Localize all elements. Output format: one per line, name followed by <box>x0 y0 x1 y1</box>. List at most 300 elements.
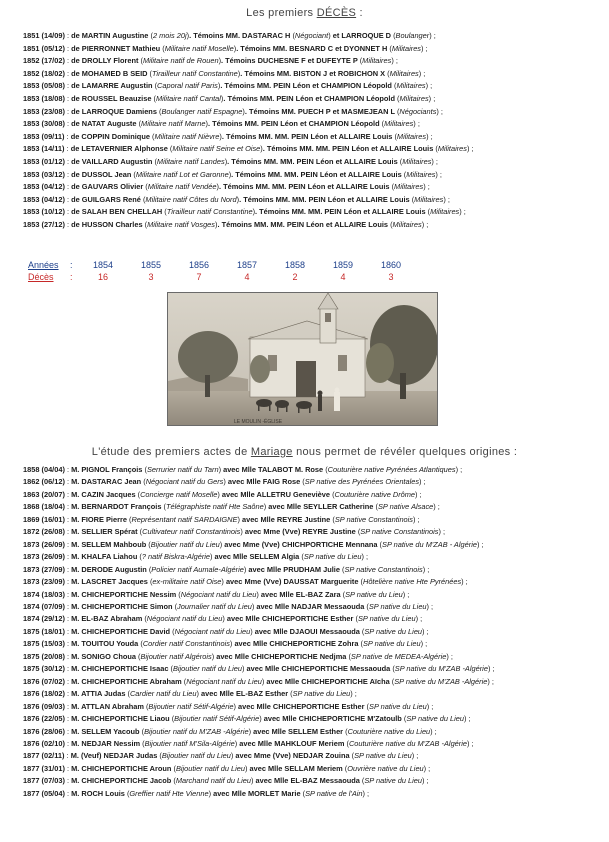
deces-name: de PIERRONNET Mathieu <box>71 43 161 53</box>
deces-heading-prefix: Les premiers <box>246 7 317 19</box>
mariage-bride: Mlle EL-BAZ Zara <box>279 589 341 599</box>
stats-count: 3 <box>388 272 394 282</box>
deces-end: ; <box>423 43 428 53</box>
mariage-bride: Mlle FAIG Rose <box>246 477 301 487</box>
mariage-groom-note: Représentant natif SARDAIGNE <box>131 514 238 524</box>
mariage-bride: Mlle CHICHEPORTICHE Esther <box>245 614 354 624</box>
mariage-entry: 1872 (26/08) : M. SELLIER Spérat (Cultivateur natif Constantinois) avec Mme (Vve) REYRE Justine (SP native Constantinois) ; <box>23 527 446 537</box>
mariage-bride-note: SP native de MEDEA-Algérie <box>350 651 447 661</box>
deces-witnesses: . Témoins MM. PEIN Léon et CHAMPION Léopold <box>220 81 394 91</box>
mariage-date: 1876 (28/06) <box>23 726 65 736</box>
mariage-entry: 1875 (20/08) : M. SONIGO Choua (Bijoutier natif Algérois) avec Mlle CHICHEPORTICHE Nedjma (SP native de MEDEA-Algérie) ; <box>23 651 453 661</box>
deces-witnesses: . Témoins MM. BISTON J et ROBICHON X <box>240 68 388 78</box>
mariage-bride: Mlle SELLEM Algia <box>233 552 300 562</box>
mariage-bride: Mlle TALABOT M. Rose <box>241 465 324 474</box>
deces-entry: 1853 (10/12) : de SALAH BEN CHELLAH (Tirailleur natif Constantine). Témoins MM. MM. PEIN Léon et ALLAIRE Louis (Militaires) ; <box>23 207 466 217</box>
mariage-bride-note: SP native du Lieu <box>354 751 412 761</box>
mariage-groom: M. SELLEM Yacoub <box>71 726 140 736</box>
deces-witnesses: . Témoins MM. PEIN Léon et CHAMPION Léopold <box>223 93 398 103</box>
mariage-bride-note: Ouvrière native du Lieu <box>347 763 424 773</box>
stats-annees-sep: : <box>70 260 73 270</box>
mariage-heading-keyword: Mariage <box>250 446 293 458</box>
deces-witness-note: Militaires <box>414 194 444 204</box>
mariage-entry: 1873 (26/09) : M. KHALFA Liahou (? natif Biskra-Algérie) avec Mlle SELLEM Algia (SP native du Lieu) ; <box>23 552 369 562</box>
deces-note: Militaire natif Moselle <box>164 43 234 53</box>
stats-count: 4 <box>244 272 250 282</box>
mariage-entry: 1876 (18/02) : M. ATTIA Judas (Cardier natif du Lieu) avec Mlle EL-BAZ Esther (SP native du Lieu) ; <box>23 689 357 699</box>
mariage-groom: M. SONIGO Choua <box>71 651 136 661</box>
deces-end: ; <box>424 219 429 229</box>
stats-year: 1857 <box>236 260 258 270</box>
deces-end: ; <box>431 93 436 103</box>
mariage-entry: 1876 (02/10) : M. NEDJAR Nessim (Bijoutier natif M'Sila-Algérie) avec Mlle MAHKLOUF Meriem (Couturière native du M'ZAB -Algérie) ; <box>23 738 474 748</box>
mariage-avec: avec <box>239 738 258 748</box>
stats-count: 7 <box>196 272 202 282</box>
mariage-avec: avec <box>226 614 246 624</box>
mariage-groom: M. CHICHEPORTICHE Liaou <box>71 714 170 724</box>
mariage-bride-note: SP native du Lieu <box>345 589 403 599</box>
mariage-groom: M. SELLIER Spérat <box>71 527 138 537</box>
deces-heading-suffix: : <box>356 7 363 19</box>
deces-note: Militaire natif Vendée <box>147 182 217 192</box>
deces-entry: 1853 (30/08) : de NATAT Auguste (Militaire natif Marne). Témoins MM. PEIN Léon et CHAMPION Léopold (Militaires) ; <box>23 119 420 129</box>
deces-entry: 1853 (14/11) : de LETAVERNIER Alphonse (Militaire natif Seine et Oise). Témoins MM. MM. PEIN Léon et ALLAIRE Louis (Militaires) ; <box>23 144 474 154</box>
mariage-date: 1876 (09/03) <box>23 701 65 711</box>
mariage-date: 1875 (20/08) <box>23 651 65 661</box>
mariage-avec: avec <box>237 701 257 711</box>
mariage-date: 1876 (22/05) <box>23 714 65 724</box>
mariage-bride: Mme (Vve) CHICHPORTICHE Mennana <box>242 539 378 549</box>
deces-witness-note: Militaires <box>392 219 422 229</box>
mariage-entry: 1874 (29/12) : M. EL-BAZ Abraham (Négociant natif du Lieu) avec Mlle CHICHEPORTICHE Esther (SP native du Lieu) ; <box>23 614 423 624</box>
mariage-bride-note: SP native Constantinois <box>360 527 439 537</box>
mariage-groom-note: Bijoutier natif du Lieu <box>175 763 245 773</box>
mariage-avec: avec <box>266 676 285 686</box>
deces-date: 1853 (01/12) <box>23 156 65 166</box>
mariage-entry: 1869 (16/01) : M. FIORE Pierre (Représentant natif SARDAIGNE) avec Mlle REYRE Justine (SP native Constantinois) ; <box>23 514 420 524</box>
deces-date: 1853 (18/08) <box>23 93 65 103</box>
stats-deces-label: Décès <box>28 272 54 282</box>
mariage-bride: Mlle NADJAR Messaouda <box>274 601 365 611</box>
mariage-bride-note: SP native Alsace <box>377 502 434 512</box>
mariage-bride-note: SP native du Lieu <box>303 552 362 562</box>
deces-date: 1853 (05/08) <box>23 81 65 91</box>
mariage-bride-note: SP native Constantinois <box>344 564 423 574</box>
mariage-entry: 1875 (30/12) : M. CHICHEPORTICHE Isaac (Bijoutier natif du Lieu) avec Mlle CHICHEPORTICHE Messaouda (SP native du M'ZAB -Algérie) ; <box>23 664 495 674</box>
deces-end: ; <box>469 144 474 154</box>
mariage-groom-note: Serrurier natif du Tarn <box>146 465 219 474</box>
mariage-bride: Mme (Vve) REYRE Justine <box>263 527 356 537</box>
stats-deces-row <box>28 271 394 283</box>
mariage-groom-note: Bijoutier natif du M'ZAB -Algérie <box>144 726 249 736</box>
mariage-bride: Mlle CHICHEPORTICHE Nedjma <box>234 651 347 661</box>
mariage-groom-note: Bijoutier natif Sétif-Algérie <box>148 701 234 711</box>
deces-witness-note: Militaires <box>396 81 426 91</box>
mariage-entry: 1862 (06/12) : M. DASTARAC Jean (Négociant natif du Gers) avec Mlle FAIG Rose (SP native des Pyrénées Orientales) ; <box>23 477 426 487</box>
deces-note: Caporal natif Paris <box>157 81 218 91</box>
mariage-avec: avec <box>221 489 241 499</box>
deces-date: 1853 (23/08) <box>23 106 65 116</box>
mariage-entry: 1873 (23/09) : M. LASCRET Jacques (ex-militaire natif Oise) avec Mme (Vve) DAUSSAT Marguerite (Hôtelière native Hte Pyrénées) ; <box>23 577 468 587</box>
mariage-groom: M. FIORE Pierre <box>71 514 127 524</box>
mariage-groom: M. SELLEM Mahboub <box>71 539 147 549</box>
deces-end: ; <box>393 56 398 66</box>
mariage-date: 1876 (02/10) <box>23 738 65 748</box>
mariage-date: 1858 (04/04) <box>23 465 65 474</box>
mariage-avec: avec <box>241 514 261 524</box>
mariage-avec: avec <box>225 577 245 587</box>
mariage-avec: avec <box>260 589 280 599</box>
mariage-groom: M. LASCRET Jacques <box>71 577 148 587</box>
mariage-entry: 1858 (04/04) : M. PIGNOL François (Serrurier natif du Tarn) avec Mlle TALABOT M. Rose (Couturière native Pyrénées Atlantiques) ; <box>23 465 463 474</box>
mariage-bride-note: SP native du Lieu <box>364 626 423 636</box>
deces-end: ; <box>461 207 466 217</box>
mariage-groom: M. ATTIA Judas <box>71 689 126 699</box>
deces-name: de GAUVARS Olivier <box>71 182 144 192</box>
deces-end: ; <box>415 119 420 129</box>
mariage-groom-note: Journalier natif du Lieu <box>177 601 252 611</box>
mariage-bride: Mlle SEYLLER Catherine <box>286 502 374 512</box>
stats-count: 4 <box>340 272 346 282</box>
church-photo-image <box>168 293 438 426</box>
mariage-bride-note: Couturière native Pyrénées Atlantiques <box>327 465 456 474</box>
stats-count: 2 <box>292 272 298 282</box>
mariage-entry: 1868 (18/04) : M. BERNARDOT François (Télégraphiste natif Hte Saône) avec Mlle SEYLLER Catherine (SP native Alsace) ; <box>23 502 440 512</box>
mariage-groom-note: ? natif Biskra-Algérie <box>141 552 211 562</box>
deces-witness-note: Militaires <box>399 93 429 103</box>
mariage-bride: Mlle MAHKLOUF Meriem <box>257 738 345 748</box>
deces-name: de VAILLARD Augustin <box>71 156 153 166</box>
deces-name: de ROUSSEL Beauzise <box>71 93 152 103</box>
mariage-groom-note: Négociant natif du Lieu <box>146 614 223 624</box>
stats-year: 1859 <box>332 260 354 270</box>
deces-witnesses: . Témoins MM. BESNARD C et DYONNET H <box>236 43 390 53</box>
mariage-avec: avec <box>256 601 275 611</box>
mariage-groom-note: Policier natif Aumale-Algérie <box>151 564 244 574</box>
deces-witnesses: . Témoins MM. PEIN Léon et CHAMPION Léopold <box>207 119 382 129</box>
mariage-bride-note: Couturière native du Lieu <box>347 726 431 736</box>
mariage-bride-note: Couturière native du M'ZAB -Algérie <box>348 738 468 748</box>
mariage-date: 1863 (20/07) <box>23 489 65 499</box>
mariage-date: 1875 (18/01) <box>23 626 65 636</box>
deces-entry: 1853 (27/12) : de HUSSON Charles (Militaire natif Vosges). Témoins MM. MM. PEIN Léon et ALLAIRE Louis (Militaires) ; <box>23 219 429 229</box>
mariage-date: 1877 (05/04) <box>23 788 65 798</box>
mariage-bride: Mlle DJAOUI Messaouda <box>273 626 360 636</box>
mariage-entry: 1873 (26/09) : M. SELLEM Mahboub (Bijoutier natif du Lieu) avec Mme (Vve) CHICHPORTICHE Mennana (SP native du M'ZAB - Algérie) ; <box>23 539 484 549</box>
deces-witnesses: . Témoins MM. MM. PEIN Léon et ALLAIRE Louis <box>262 144 436 154</box>
mariage-avec: avec <box>201 689 220 699</box>
stats-deces-sep: : <box>70 272 73 282</box>
mariage-avec: avec <box>263 714 283 724</box>
mariage-date: 1862 (06/12) <box>23 477 65 487</box>
mariage-bride-note: SP native du Lieu <box>362 639 421 649</box>
deces-witnesses: . Témoins MM. MM. PEIN Léon et ALLAIRE Louis <box>221 131 395 141</box>
mariage-entry: 1877 (31/01) : M. CHICHEPORTICHE Aroun (Bijoutier natif du Lieu) avec Mlle SELLAM Meriem (Ouvrière native du Lieu) ; <box>23 763 431 773</box>
mariage-avec: avec <box>253 726 272 736</box>
mariage-date: 1876 (18/02) <box>23 689 65 699</box>
stats-year: 1855 <box>140 260 162 270</box>
deces-list <box>23 30 603 232</box>
deces-note: Tirailleur natif Constantine <box>166 207 253 217</box>
mariage-bride: Mlle CHICHEPORTICHE Aïcha <box>284 676 390 686</box>
deces-entry: 1853 (04/12) : de GAUVARS Olivier (Militaire natif Vendée). Témoins MM. MM. PEIN Léon et ALLAIRE Louis (Militaires) ; <box>23 182 430 192</box>
deces-witness-note: Négociant <box>294 31 329 40</box>
stats-year: 1858 <box>284 260 306 270</box>
mariage-bride-note: SP native du Lieu <box>364 776 423 786</box>
mariage-entry: 1877 (02/11) : M. (Veuf) NEDJAR Judas (Bijoutier natif du Lieu) avec Mme (Vve) NEDJAR Zouina (SP native du Lieu) ; <box>23 751 419 761</box>
mariage-bride: Mme (Vve) NEDJAR Zouina <box>253 751 350 761</box>
mariage-entry: 1875 (18/01) : M. CHICHEPORTICHE David (Négociant natif du Lieu) avec Mlle DJAOUI Messaouda (SP native du Lieu) ; <box>23 626 429 636</box>
mariage-groom: M. CHICHEPORTICHE Simon <box>71 601 173 611</box>
deces-witness-note: Militaires <box>384 119 414 129</box>
deces-name: de COPPIN Dominique <box>70 131 150 141</box>
deces-end: ; <box>421 68 426 78</box>
mariage-groom: M. CHICHEPORTICHE Aroun <box>71 763 172 773</box>
mariage-avec: avec <box>268 502 287 512</box>
mariage-bride-note: SP native du Lieu <box>406 714 465 724</box>
deces-witness-note-2: Boulanger <box>395 31 430 40</box>
mariage-groom: M. CHICHEPORTICHE Abraham <box>71 676 182 686</box>
deces-note: Militaire natif Vosges <box>147 219 215 229</box>
mariage-date: 1873 (26/09) <box>23 552 65 562</box>
mariage-groom: M. CHICHEPORTICHE Jacob <box>71 776 172 786</box>
mariage-avec: avec <box>234 639 253 649</box>
mariage-bride: Mlle EL-BAZ Esther <box>219 689 289 699</box>
deces-date: 1853 (04/12) <box>23 182 65 192</box>
mariage-bride: Mlle CHICHEPORTICHE Zohra <box>252 639 359 649</box>
deces-witnesses: . Témoins MM. MM. PEIN Léon et ALLAIRE Louis <box>231 169 404 179</box>
deces-name: de DUSSOL Jean <box>71 169 132 179</box>
mariage-date: 1873 (27/09) <box>23 564 65 574</box>
mariage-groom: M. CHICHEPORTICHE Isaac <box>71 664 169 674</box>
mariage-groom: M. DASTARAC Jean <box>71 477 142 487</box>
deces-witness-note: Militaires <box>402 156 432 166</box>
deces-witnesses: . Témoins MM. MM. PEIN Léon et ALLAIRE Louis <box>239 194 412 204</box>
mariage-avec: avec <box>224 539 243 549</box>
mariage-groom-note: ex-militaire natif Oise <box>152 577 222 587</box>
deces-note: Militaire natif Marne <box>141 119 206 129</box>
mariage-bride: Mlle SELLAM Meriem <box>267 763 343 773</box>
deces-witness-note: Militaires <box>389 68 419 78</box>
mariage-groom-note: Greffier natif Hte Vienne <box>129 788 209 798</box>
deces-name: de NATAT Auguste <box>71 119 137 129</box>
deces-name: de HUSSON Charles <box>71 219 143 229</box>
deces-note: Boulanger natif Espagne <box>161 106 243 116</box>
mariage-entry: 1876 (28/06) : M. SELLEM Yacoub (Bijoutier natif du M'ZAB -Algérie) avec Mlle SELLEM Esther (Couturière native du Lieu) ; <box>23 726 437 736</box>
deces-name: de DROLLY Florent <box>71 56 139 66</box>
mariage-date: 1872 (26/08) <box>23 527 65 537</box>
deces-name: de MOHAMED B SEID <box>71 68 148 78</box>
mariage-groom: M. PIGNOL François <box>71 465 143 474</box>
deces-entry: 1853 (05/08) : de LAMARRE Augustin (Caporal natif Paris). Témoins MM. PEIN Léon et CHAMPION Léopold (Militaires) ; <box>23 81 433 91</box>
mariage-entry: 1875 (15/03) : M. TOUITOU Youda (Cordier natif Constantinois) avec Mlle CHICHEPORTICHE Zohra (SP native du Lieu) ; <box>23 639 428 649</box>
mariage-groom: M. KHALFA Liahou <box>71 552 138 562</box>
mariage-date: 1875 (30/12) <box>23 664 65 674</box>
mariage-avec: avec <box>214 552 234 562</box>
deces-entry: 1851 (14/09) : de MARTIN Augustine (2 mois 20j). Témoins MM. DASTARAC H (Négociant) et LARROQUE D (Boulanger) ; <box>23 31 436 40</box>
deces-entry: 1853 (01/12) : de VAILLARD Augustin (Militaire natif Landes). Témoins MM. MM. PEIN Léon et ALLAIRE Louis (Militaires) ; <box>23 156 438 166</box>
deces-date: 1852 (17/02) <box>23 56 65 66</box>
mariage-date: 1868 (18/04) <box>23 502 65 512</box>
mariage-bride: Mlle PRUDHAM Julie <box>266 564 340 574</box>
deces-stats-table <box>28 259 402 283</box>
deces-entry: 1851 (05/12) : de PIERRONNET Mathieu (Militaire natif Moselle). Témoins MM. BESNARD C et DYONNET H (Militaires) ; <box>23 43 428 53</box>
stats-year: 1860 <box>380 260 402 270</box>
mariage-groom: M. CHICHEPORTICHE David <box>71 626 171 636</box>
deces-note: Militaire natif Cantal <box>155 93 221 103</box>
mariage-groom: M. CAZIN Jacques <box>71 489 136 499</box>
mariage-date: 1869 (16/01) <box>23 514 65 524</box>
deces-end: ; <box>425 182 430 192</box>
deces-entry: 1853 (09/11) : de COPPIN Dominique (Militaire natif Nièvre). Témoins MM. MM. PEIN Léon et ALLAIRE Louis (Militaires) ; <box>23 131 433 141</box>
deces-end: ; <box>431 31 436 40</box>
deces-end: ; <box>428 81 433 91</box>
deces-note: Tirailleur natif Constantine <box>151 68 238 78</box>
deces-entry: 1853 (18/08) : de ROUSSEL Beauzise (Militaire natif Cantal). Témoins MM. PEIN Léon et CHAMPION Léopold (Militaires) ; <box>23 93 436 103</box>
mariage-avec: avec <box>227 477 247 487</box>
deces-note: Militaire natif Landes <box>156 156 225 166</box>
mariage-groom-note: Négociant natif du Lieu <box>174 626 251 636</box>
mariage-groom: M. NEDJAR Nessim <box>71 738 141 748</box>
mariage-groom-note: Bijoutier natif Sétif-Algérie <box>174 714 260 724</box>
mariage-groom-note: Négociant natif du Gers <box>145 477 224 487</box>
mariage-date: 1876 (07/02) <box>23 676 65 686</box>
mariage-bride: Mme (Vve) DAUSSAT Marguerite <box>244 577 359 587</box>
deces-witnesses: . Témoins MM. MM. PEIN Léon et ALLAIRE Louis <box>218 182 392 192</box>
deces-end: ; <box>433 156 438 166</box>
mariage-avec: avec <box>235 751 254 761</box>
mariage-entry: 1877 (05/04) : M. ROCH Louis (Greffier natif Hte Vienne) avec Mlle MORLET Marie (SP native de l'Ain) ; <box>23 788 370 798</box>
deces-witness-note: Négociants <box>399 106 437 116</box>
deces-note: Militaire natif Seine et Oise <box>172 144 261 154</box>
mariage-date: 1874 (29/12) <box>23 614 65 624</box>
mariage-groom-note: Bijoutier natif M'Sila-Algérie <box>144 738 235 748</box>
deces-note: 2 mois 20j <box>152 31 187 40</box>
mariage-bride: Mlle CHICHEPORTICHE M'Zatoulb <box>282 714 402 724</box>
photo-caption: LE MOULIN -ÉGLISE <box>234 419 283 425</box>
mariage-groom-note: Bijoutier natif Algérois <box>140 651 212 661</box>
mariage-bride-note: SP native du Lieu <box>292 689 351 699</box>
mariage-date: 1873 (23/09) <box>23 577 65 587</box>
mariage-entry: 1876 (07/02) : M. CHICHEPORTICHE Abraham (Négociant natif du Lieu) avec Mlle CHICHEPORTICHE Aïcha (SP native du M'ZAB -Algérie) ; <box>23 676 494 686</box>
mariage-bride-note: SP native du M'ZAB - Algérie <box>382 539 477 549</box>
mariage-groom-note: Négociant natif du Lieu <box>186 676 262 686</box>
mariage-bride-note: SP native du M'ZAB -Algérie <box>394 664 488 674</box>
mariage-entry: 1874 (07/09) : M. CHICHEPORTICHE Simon (Journalier natif du Lieu) avec Mlle NADJAR Messaouda (SP native du Lieu) ; <box>23 601 434 611</box>
deces-date: 1853 (10/12) <box>23 207 65 217</box>
mariage-groom-note: Cultivateur natif Constantinois <box>142 527 241 537</box>
deces-witness-note: Militaires <box>396 131 427 141</box>
stats-annees-row <box>28 259 402 271</box>
deces-note: Militaire natif Côtes du Nord <box>145 194 237 204</box>
deces-witness-note: Militaires <box>406 169 436 179</box>
stats-count: 3 <box>148 272 154 282</box>
deces-name: de MARTIN Augustine <box>71 31 149 40</box>
deces-witnesses: . Témoins MM. DASTARAC H <box>189 31 293 40</box>
deces-end: ; <box>438 106 443 116</box>
deces-note: Militaire natif de Rouen <box>142 56 219 66</box>
deces-entry: 1852 (18/02) : de MOHAMED B SEID (Tirailleur natif Constantine). Témoins MM. BISTON J et ROBICHON X (Militaires) ; <box>23 68 426 78</box>
mariage-groom-note: Bijoutier natif du Lieu <box>172 664 242 674</box>
stats-year: 1854 <box>92 260 114 270</box>
mariage-bride: Mlle REYRE Justine <box>260 514 331 524</box>
deces-witnesses: . Témoins MM. PUECH P et MASMEJEAN L <box>244 106 397 116</box>
deces-date: 1853 (14/11) <box>23 144 65 154</box>
mariage-entry: 1877 (07/03) : M. CHICHEPORTICHE Jacob (Marchand natif du Lieu) avec Mlle EL-BAZ Messaouda (SP native du Lieu) ; <box>23 776 429 786</box>
deces-witnesses-2: et LARROQUE D <box>330 31 394 40</box>
mariage-groom: M. BERNARDOT François <box>71 502 162 512</box>
mariage-bride-note: SP native de l'Ain <box>305 788 363 798</box>
mariage-groom: M. (Veuf) NEDJAR Judas <box>70 751 158 761</box>
deces-entry: 1852 (17/02) : de DROLLY Florent (Militaire natif de Rouen). Témoins DUCHESNE F et DUFEYTE P (Militaires) ; <box>23 56 398 66</box>
deces-note: Militaire natif Nièvre <box>154 131 220 141</box>
deces-entry: 1853 (23/08) : de LARROQUE Damiens (Boulanger natif Espagne). Témoins MM. PUECH P et MASMEJEAN L (Négociants) ; <box>23 106 443 116</box>
deces-witness-note: Militaires <box>394 182 424 192</box>
deces-name: de SALAH BEN CHELLAH <box>71 207 163 217</box>
mariage-avec: avec <box>254 626 274 636</box>
mariage-list <box>23 464 603 800</box>
mariage-groom-note: Concierge natif Moselle <box>140 489 218 499</box>
deces-witnesses: . Témoins MM. MM. PEIN Léon et ALLAIRE Louis <box>227 156 400 166</box>
mariage-avec: avec <box>255 776 275 786</box>
deces-name: de GUILGARS René <box>71 194 141 204</box>
mariage-avec: avec <box>246 664 265 674</box>
deces-entry: 1853 (04/12) : de GUILGARS René (Militaire natif Côtes du Nord). Témoins MM. MM. PEIN Léon et ALLAIRE Louis (Militaires) ; <box>23 194 450 204</box>
mariage-avec: avec <box>248 564 267 574</box>
mariage-entry: 1876 (22/05) : M. CHICHEPORTICHE Liaou (Bijoutier natif Sétif-Algérie) avec Mlle CHICHEPORTICHE M'Zatoulb (SP native du Lieu) ; <box>23 714 471 724</box>
mariage-heading-suffix: nous permet de révéler quelques origines : <box>292 446 518 458</box>
deces-end: ; <box>437 169 442 179</box>
mariage-avec: avec <box>223 465 242 474</box>
mariage-date: 1874 (18/03) <box>23 589 65 599</box>
deces-date: 1851 (05/12) <box>23 43 65 53</box>
deces-heading-keyword: DÉCÈS <box>316 7 357 19</box>
deces-heading <box>0 7 609 19</box>
deces-date: 1853 (27/12) <box>23 219 65 229</box>
deces-date: 1853 (03/12) <box>23 169 65 179</box>
deces-date: 1853 (30/08) <box>23 119 65 129</box>
mariage-date: 1875 (15/03) <box>23 639 65 649</box>
mariage-bride-note: SP native du Lieu <box>357 614 416 624</box>
deces-witness-note: Militaires <box>391 43 421 53</box>
mariage-entry: 1874 (18/03) : M. CHICHEPORTICHE Nessim (Négociant natif du Lieu) avec Mlle EL-BAZ Zara (SP native du Lieu) ; <box>23 589 410 599</box>
stats-year: 1856 <box>188 260 210 270</box>
deces-witness-note: Militaires <box>437 144 467 154</box>
mariage-groom: M. CHICHEPORTICHE Nessim <box>71 589 177 599</box>
deces-name: de LAMARRE Augustin <box>71 81 153 91</box>
mariage-bride-note: Hôtelière native Hte Pyrénées <box>362 577 462 587</box>
mariage-groom: M. ATTLAN Abraham <box>71 701 144 711</box>
mariage-groom-note: Négociant natif du Lieu <box>180 589 257 599</box>
mariage-bride-note: SP native du Lieu <box>368 601 427 611</box>
mariage-date: 1874 (07/09) <box>23 601 65 611</box>
deces-date: 1851 (14/09) <box>23 31 65 40</box>
deces-note: Militaire natif Lot et Garonne <box>135 169 229 179</box>
mariage-bride: Mlle CHICHEPORTICHE Esther <box>256 701 365 711</box>
mariage-entry: 1876 (09/03) : M. ATTLAN Abraham (Bijoutier natif Sétif-Algérie) avec Mlle CHICHEPORTICHE Esther (SP native du Lieu) ; <box>23 701 434 711</box>
deces-witnesses: . Témoins MM. MM. PEIN Léon et ALLAIRE Louis <box>255 207 428 217</box>
mariage-heading <box>0 446 609 458</box>
mariage-bride-note: SP native Constantinois <box>334 514 414 524</box>
mariage-date: 1877 (07/03) <box>23 776 65 786</box>
mariage-date: 1877 (02/11) <box>23 751 65 761</box>
stats-annees-label: Années <box>28 260 59 270</box>
mariage-avec: avec <box>216 651 235 661</box>
deces-date: 1852 (18/02) <box>23 68 65 78</box>
mariage-date: 1877 (31/01) <box>23 763 65 773</box>
church-photo <box>167 292 438 426</box>
deces-witness-note: Militaires <box>430 207 460 217</box>
